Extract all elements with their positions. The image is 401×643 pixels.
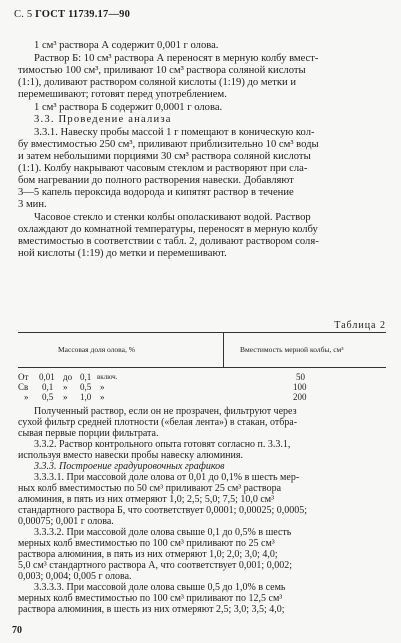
text-line: 1 см³ раствора Б содержит 0,0001 г олова. <box>34 102 223 113</box>
table-col-tin-fraction: Массовая доля олова, % <box>58 345 135 354</box>
table-cell: 0,01 <box>39 372 55 382</box>
table-cell: включ. <box>97 373 118 381</box>
table-cell: » <box>100 392 105 402</box>
table-cell: 0,5 <box>80 382 92 392</box>
text-line: охлаждают до комнатной температуры, переносят в мерную колбу <box>18 224 318 235</box>
text-line: стандартного раствора Б, что соответствует 0,0001; 0,00025; 0,0005; <box>18 505 308 516</box>
page-label: С. 5 <box>14 9 33 20</box>
text-line: (1:1). Колбу накрывают часовым стеклом и растворяют при сла- <box>18 163 308 174</box>
text-line: мерных колб вместимостью по 100 см³ приливают по 25 см³ <box>18 538 275 549</box>
section-heading: 3.3. Проведение анализа <box>34 114 172 125</box>
text-line: алюминия, в пять из них отмеряют 1,0; 2,5; 5,0; 7,5; 10,0 см³ <box>18 494 275 505</box>
text-line: вместимостью в соответствии с табл. 2, доливают раствором соля- <box>18 236 319 247</box>
text-line: 3 мин. <box>18 199 47 210</box>
table-header <box>18 332 386 368</box>
text-line: Раствор Б: 10 см³ раствора А переносят в мерную колбу вмест- <box>34 53 319 64</box>
text-line: 3.3.2. Раствор контрольного опыта готовят согласно п. 3.3.1, <box>34 439 291 450</box>
text-line: 1 см³ раствора А содержит 0,001 г олова. <box>34 40 219 51</box>
table-cell: до <box>63 372 73 382</box>
table-caption: Таблица 2 <box>334 320 386 331</box>
text-line: тимостью 100 см³, приливают 10 см³ раствора соляной кислоты <box>18 65 306 76</box>
text-line: ных колб вместимостью по 50 см³ приливают 25 см³ раствора <box>18 483 282 494</box>
table-cell: 1,0 <box>80 392 92 402</box>
text-line: 3.3.3.3. При массовой доле олова свыше 0,5 до 1,0% в семь <box>34 582 286 593</box>
table-cell: » <box>100 382 105 392</box>
gost-code: ГОСТ 11739.17—90 <box>35 9 131 20</box>
text-line: мерных колб вместимостью по 100 см³ приливают по 12,5 см³ <box>18 593 283 604</box>
table-cell: » <box>24 392 29 402</box>
text-line: 3.3.3.2. При массовой доле олова свыше 0,1 до 0,5% в шесть <box>34 527 292 538</box>
table-cell: 0,1 <box>80 372 92 382</box>
table-cell: 100 <box>293 382 307 392</box>
text-line: бу вместимостью 250 см³, приливают приблизительно 10 см³ воды <box>18 139 319 150</box>
column-divider <box>223 333 224 367</box>
text-line: перемешивают; готовят перед употреблением. <box>18 89 227 100</box>
table-cell: 50 <box>296 372 305 382</box>
text-line: бом нагревании до полного растворения навески. Добавляют <box>18 175 294 186</box>
table-cell: Св <box>18 382 29 392</box>
text-line: 5,0 см³ стандартного раствора А, что соответствует 0,001; 0,002; <box>18 560 292 571</box>
table-col-flask-volume: Вместимость мерной колбы, см³ <box>240 345 344 354</box>
text-line: Часовое стекло и стенки колбы ополаскивают водой. Раствор <box>34 212 311 223</box>
table-cell: 200 <box>293 392 307 402</box>
table-cell: » <box>63 392 68 402</box>
table-cell: 0,1 <box>42 382 54 392</box>
text-line: ной кислоты (1:19) до метки и перемешивают. <box>18 248 227 259</box>
text-line: 3.3.1. Навеску пробы массой 1 г помещают в коническую кол- <box>34 127 315 138</box>
text-line: сывая первые порции фильтрата. <box>18 428 159 439</box>
table-cell: 0,5 <box>42 392 54 402</box>
text-line: сухой фильтр средней плотности («белая лента») в стакан, отбра- <box>18 417 298 428</box>
table-cell: От <box>18 372 29 382</box>
text-line: и затем небольшими порциями 30 см³ раствора соляной кислоты <box>18 151 311 162</box>
page-number: 70 <box>12 625 22 636</box>
text-line: 0,00075; 0,001 г олова. <box>18 516 114 527</box>
text-line: используя вместо навески пробы навеску алюминия. <box>18 450 243 461</box>
text-line: 3.3.3.1. При массовой доле олова от 0,01 до 0,1% в шесть мер- <box>34 472 300 483</box>
text-line: 3—5 капель пероксида водорода и кипятят раствор в течение <box>18 187 294 198</box>
text-line: раствора алюминия, в шесть из них отмеряют 2,5; 3,0; 3,5; 4,0; <box>18 604 285 615</box>
table-cell: » <box>63 382 68 392</box>
text-line: 0,003; 0,004; 0,005 г олова. <box>18 571 132 582</box>
subsection-heading: 3.3.3. Построение градуировочных графиков <box>34 461 225 472</box>
page-header <box>14 9 130 20</box>
text-line: Полученный раствор, если он не прозрачен, фильтруют через <box>34 406 297 417</box>
text-line: раствора алюминия, в пять из них отмеряют 1,0; 2,0; 3,0; 4,0; <box>18 549 278 560</box>
text-line: (1:1), доливают раствором соляной кислоты (1:19) до метки и <box>18 77 297 88</box>
